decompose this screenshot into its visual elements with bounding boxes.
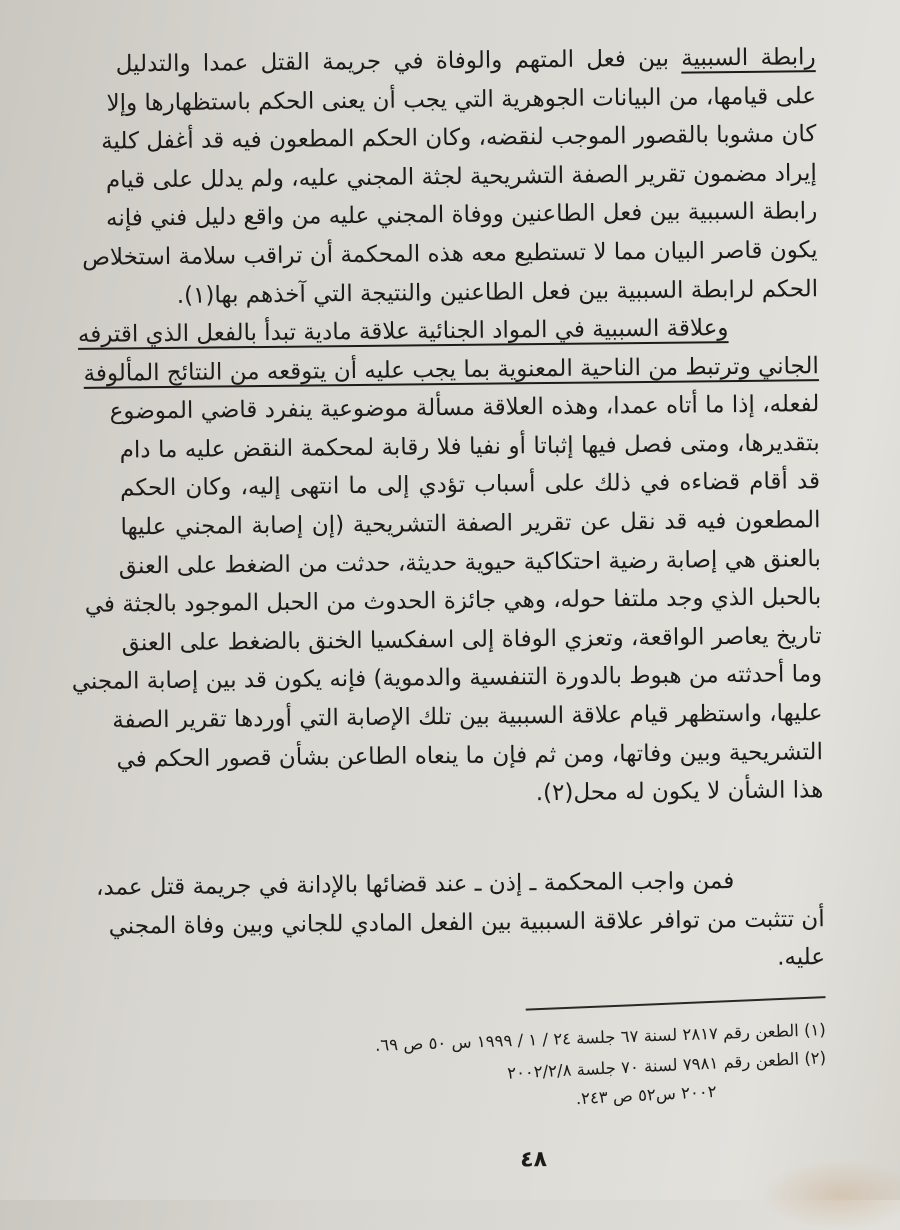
text-line (115, 38, 815, 84)
text-line: تاريخ يعاصر الواقعة، وتعزي الوفاة إلى اسفكسيا الخنق بالضغط على العنق (121, 622, 822, 657)
footnote-separator (526, 996, 826, 1011)
text-line: التشريحية وبين وفاتها، ومن ثم فإن ما ينعاه الطاعن بشأن قصور الحكم في (116, 738, 824, 773)
text-line: وما أحدثته من هبوط بالدورة التنفسية والدموية) فإنه يكون قد بين إصابة المجني (71, 661, 823, 696)
footnote-marker: (٢) (803, 1048, 827, 1069)
line-rest: بين فعل المتهم والوفاة في جريمة القتل عمدا والتدليل (115, 45, 682, 78)
text-line: رابطة السببية بين فعل الطاعنين ووفاة المجني عليه من واقع دليل فني فإنه (105, 198, 818, 232)
underlined-text-line: وعلاقة السببية في المواد الجنائية علاقة مادية تبدأ بالفعل الذي اقترفه (77, 315, 729, 348)
text-line: كان مشوبا بالقصور الموجب لنقضه، وكان الحكم المطعون فيه قد أغفل كلية (101, 121, 817, 155)
text-line: بتقديرها، ومتى فصل فيها إثباتا أو نفيا فلا رقابة لمحكمة النقض عليه ما دام (119, 429, 820, 464)
paragraph-causation-requirement (82, 38, 819, 315)
footnote-2-continuation: ٢٠٠٢ س٥٢ ص ٢٤٣. (575, 1081, 718, 1109)
finger-shadow (760, 1160, 900, 1230)
text-line: بالعنق هي إصابة رضية احتكاكية حيوية حديثة، حدثت من الضغط على العنق (118, 545, 822, 580)
text-line: على قيامها، من البيانات الجوهرية التي يجب أن يعنى الحكم باستظهارها وإلا (106, 82, 817, 117)
text-line: يكون قاصر البيان مما لا تستطيع معه هذه المحكمة أن تراقب سلامة استخلاص (82, 237, 818, 271)
text-line: الحكم لرابطة السببية بين فعل الطاعنين والنتيجة التي آخذهم بها(١). (176, 275, 819, 309)
text-line: إيراد مضمون تقرير الصفة التشريحية لجثة المجني عليه، ولم يدلل على قيام (105, 159, 817, 194)
paragraph-causation-definition (71, 308, 824, 817)
footnote-marker: (١) (803, 1020, 827, 1040)
text-line: أن تتثبت من توافر علاقة السببية بين الفعل المادي للجاني وبين وفاة المجني (108, 905, 825, 940)
footnote-text: الطعن رقم ٢٨١٧ لسنة ٦٧ جلسة ٢٤ / ١ / ١٩٩٩ س ٥٠ ص ٦٩. (374, 1021, 800, 1055)
text-line: بالحبل الذي وجد ملتفا حوله، وهي جائزة الحدوث من الحبل الموجود بالجثة في (84, 584, 822, 619)
text-line: لفعله، إذا ما أتاه عمدا، وهذه العلاقة مسألة موضوعية ينفرد قاضي الموضوع (109, 391, 820, 425)
text-line: عليه. (776, 944, 826, 971)
footnote-text: الطعن رقم ٧٩٨١ لسنة ٧٠ جلسة ٢٠٠٢/٢/٨ (506, 1049, 800, 1083)
page-number: ٤٨ (520, 1147, 548, 1173)
footnotes (186, 1016, 827, 1107)
text-line: هذا الشأن لا يكون له محل(٢). (535, 777, 824, 807)
text-line: فمن واجب المحكمة ـ إذن ـ عند قضائها بالإدانة في جريمة قتل عمد، (95, 868, 735, 901)
underlined-text-line: الجاني وترتبط من الناحية المعنوية بما يجب عليه أن يتوقعه من النتائج المألوفة (83, 352, 819, 387)
paragraph-court-duty (95, 861, 826, 984)
text-line: المطعون فيه قد نقل عن تقرير الصفة التشريحية (إن إصابة المجني عليها (120, 507, 821, 541)
text-line: عليها، واستظهر قيام علاقة السببية بين تلك الإصابة التي أوردها تقرير الصفة (112, 700, 823, 734)
underlined-phrase: رابطة السببية (681, 44, 816, 72)
text-line: قد أقام قضاءه في ذلك على أسباب تؤدي إلى ما انتهى إليه، وكان الحكم (119, 468, 821, 502)
